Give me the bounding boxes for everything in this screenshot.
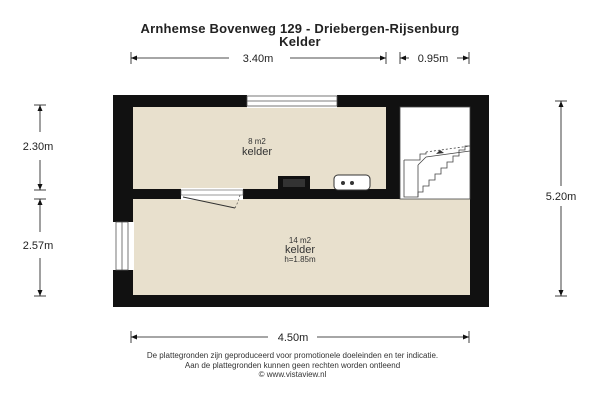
dimension-top-right-label: 0.95m <box>417 53 449 65</box>
dimension-left-lower-label: 2.57m <box>22 240 54 252</box>
room-lower-height: h=1.85m <box>284 255 316 264</box>
room-lower-name: kelder <box>285 244 315 256</box>
wall-left <box>113 95 133 307</box>
wall-bottom <box>113 295 489 307</box>
staircase <box>400 107 470 199</box>
dimension-right-label: 5.20m <box>545 191 577 203</box>
wall-right <box>470 95 489 307</box>
wall-interior-vertical <box>386 107 400 199</box>
dimension-top-left-label: 3.40m <box>242 53 274 65</box>
dimension-left-upper-label: 2.30m <box>22 141 54 153</box>
plan-title-floor: Kelder <box>279 34 321 49</box>
disclaimer-line-2: Aan de plattegronden kunnen geen rechten worden ontleend <box>184 361 401 370</box>
copyright-line: © www.vistaview.nl <box>258 370 327 379</box>
window-top <box>247 94 337 108</box>
room-upper-name: kelder <box>242 146 272 158</box>
dimension-left <box>34 105 46 296</box>
disclaimer-line-1: De plattegronden zijn geproduceerd voor promotionele doeleinden en ter indicatie. <box>146 351 439 360</box>
plan-title-address: Arnhemse Bovenweg 129 - Driebergen-Rijsenburg <box>140 21 460 36</box>
boiler-inner <box>283 179 305 187</box>
window-left <box>112 222 134 270</box>
room-lower-area: 14 m2 <box>288 236 312 245</box>
room-upper-area: 8 m2 <box>248 137 266 146</box>
dimension-bottom-label: 4.50m <box>277 332 309 344</box>
meter-box <box>334 175 370 190</box>
